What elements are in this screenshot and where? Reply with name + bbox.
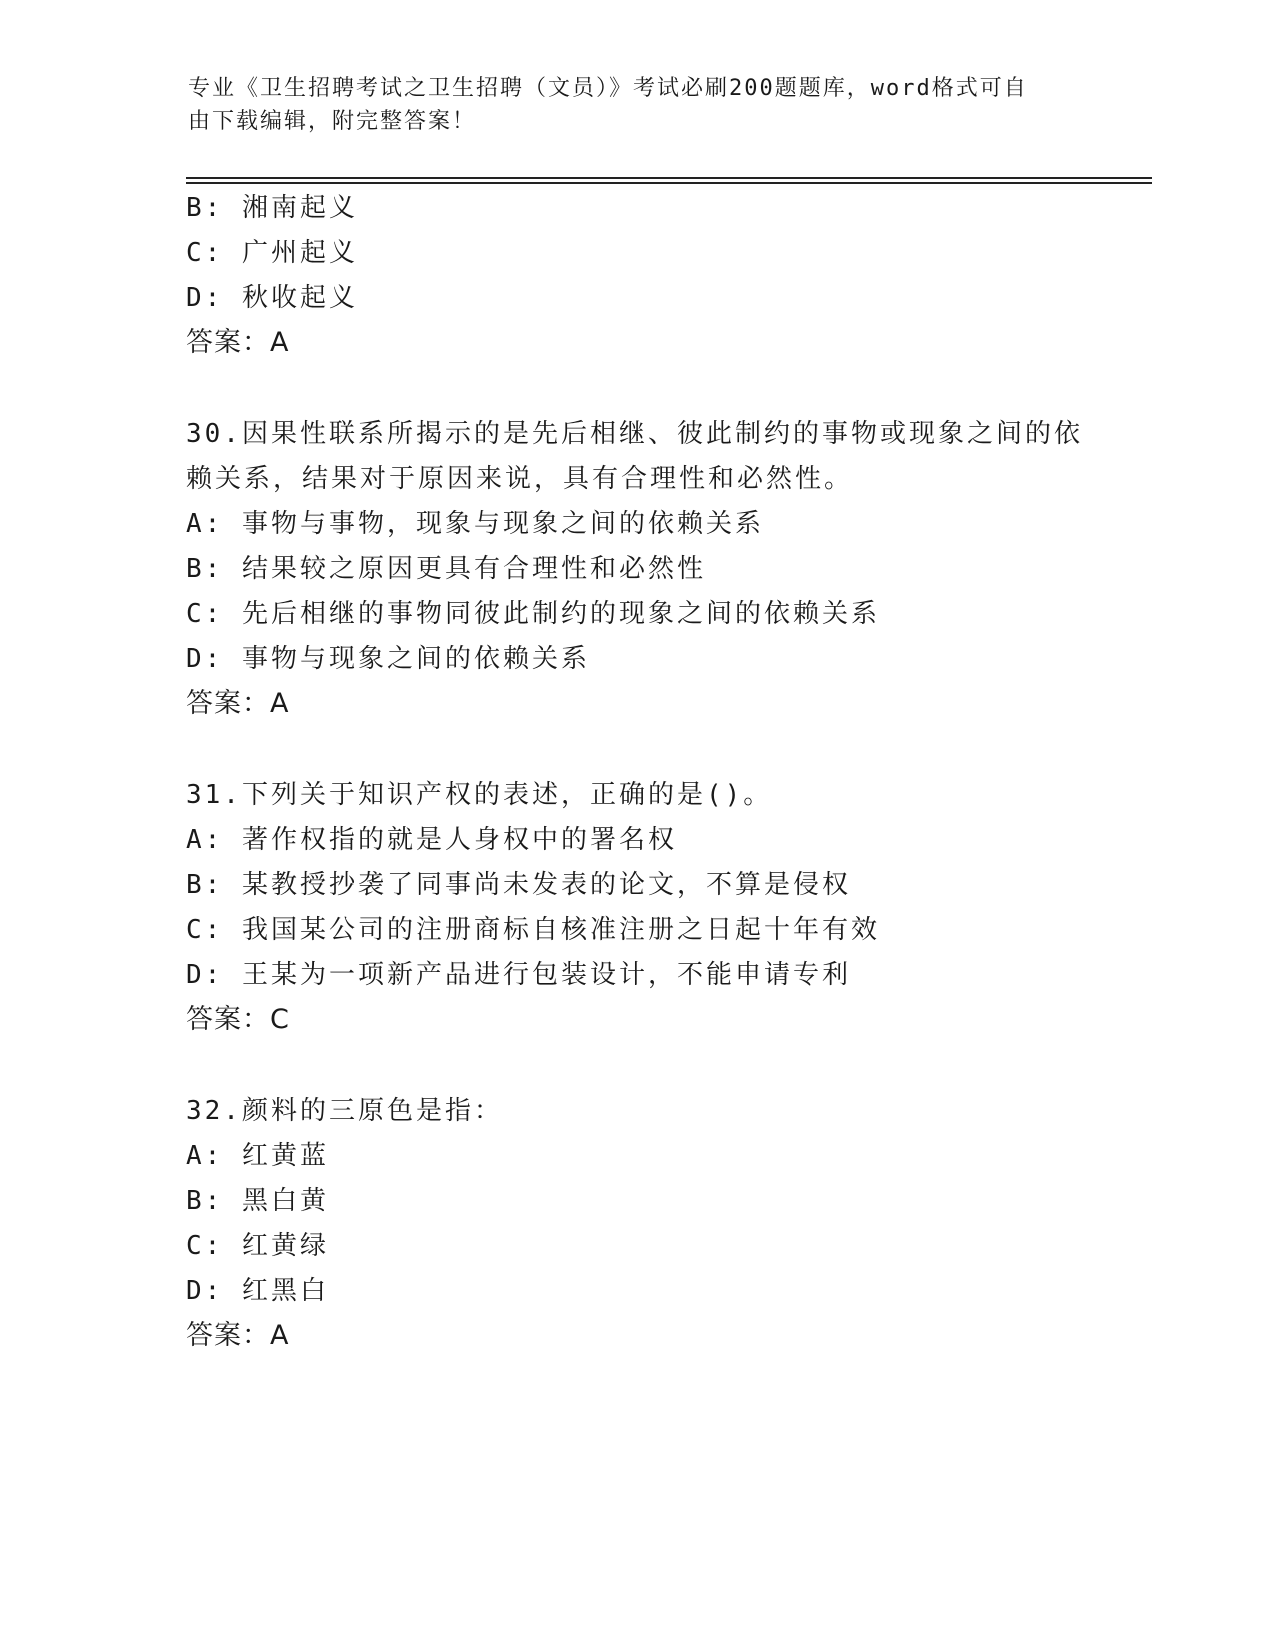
q29-option-c: C: 广州起义 <box>186 238 358 268</box>
q32-option-a: A: 红黄蓝 <box>186 1141 329 1171</box>
header-title-line-1: 专业《卫生招聘考试之卫生招聘（文员）》考试必刷200题题库，word格式可自 <box>188 76 1028 101</box>
q30-option-c: C: 先后相继的事物同彼此制约的现象之间的依赖关系 <box>186 599 880 629</box>
q30-option-b: B: 结果较之原因更具有合理性和必然性 <box>186 554 706 584</box>
header-divider-top <box>186 177 1152 179</box>
q30-stem-line-1: 30.因果性联系所揭示的是先后相继、彼此制约的事物或现象之间的依 <box>186 419 1083 449</box>
q30-stem-line-2: 赖关系，结果对于原因来说，具有合理性和必然性。 <box>186 464 854 494</box>
q31-stem: 31.下列关于知识产权的表述，正确的是()。 <box>186 780 773 810</box>
q29-option-d: D: 秋收起义 <box>186 283 358 313</box>
q29-option-b: B: 湘南起义 <box>186 193 358 223</box>
q32-stem: 32.颜料的三原色是指： <box>186 1096 503 1126</box>
q32-option-c: C: 红黄绿 <box>186 1231 329 1261</box>
q31-option-c: C: 我国某公司的注册商标自核准注册之日起十年有效 <box>186 915 880 945</box>
q29-answer: 答案：A <box>186 327 290 358</box>
q31-option-b: B: 某教授抄袭了同事尚未发表的论文，不算是侵权 <box>186 870 851 900</box>
q30-answer: 答案：A <box>186 688 290 719</box>
q31-answer: 答案：C <box>186 1004 290 1035</box>
q31-option-d: D: 王某为一项新产品进行包装设计，不能申请专利 <box>186 960 851 990</box>
q30-option-d: D: 事物与现象之间的依赖关系 <box>186 644 590 674</box>
q32-option-d: D: 红黑白 <box>186 1276 329 1306</box>
document-header <box>188 72 1088 138</box>
q31-option-a: A: 著作权指的就是人身权中的署名权 <box>186 825 677 855</box>
q32-answer: 答案：A <box>186 1320 290 1351</box>
q32-option-b: B: 黑白黄 <box>186 1186 329 1216</box>
header-title-line-2: 由下载编辑，附完整答案！ <box>188 109 477 134</box>
q30-option-a: A: 事物与事物，现象与现象之间的依赖关系 <box>186 509 764 539</box>
header-divider-bottom <box>186 182 1152 184</box>
